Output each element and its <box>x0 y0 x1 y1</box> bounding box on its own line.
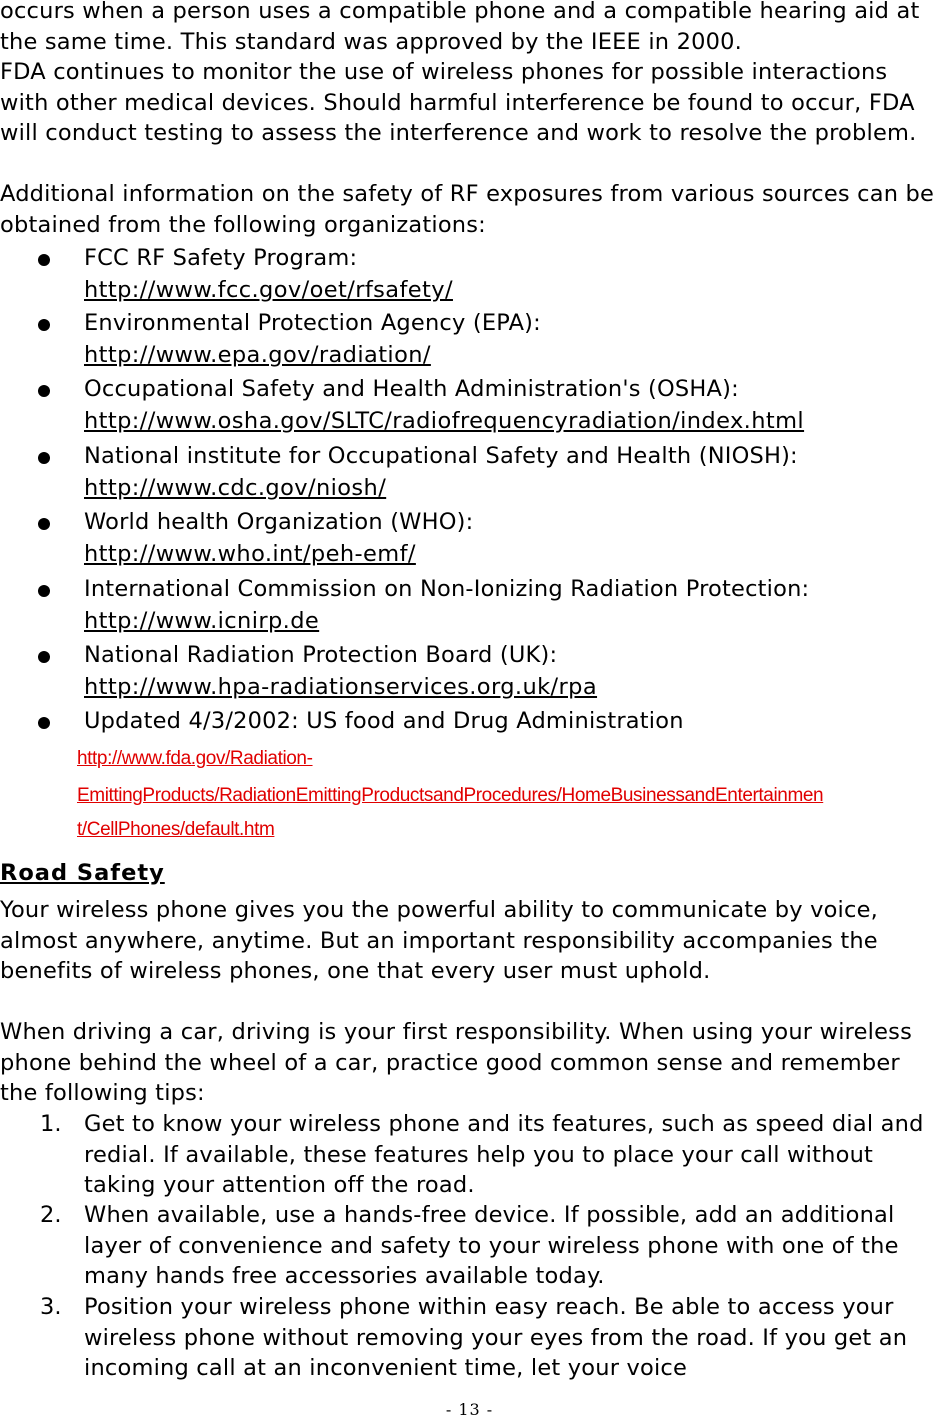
bullet-icon <box>38 585 50 597</box>
road-safety-paragraph-1: Your wireless phone gives you the powerful ability to communicate by voice, almost anywhere, anytime. But an important responsibility accompanies the benefits of wireless phones, one that every user must uphold. <box>0 897 878 984</box>
page-number: - 13 - <box>445 1400 494 1419</box>
fda-link-line-3[interactable]: t/CellPhones/default.htm <box>77 819 275 840</box>
bullet-icon <box>38 651 50 663</box>
bullet-icon <box>38 717 50 729</box>
tip-number: 3. <box>40 1294 62 1320</box>
bullet-icon <box>38 452 50 464</box>
bullet-icon <box>38 385 50 397</box>
intro-paragraph-1: occurs when a person uses a compatible phone and a compatible hearing aid at the same time. This standard was approved by the IEEE in 2000. <box>0 0 920 55</box>
tip-text: Position your wireless phone within easy reach. Be able to access your wireless phone without removing your eyes from the road. If you get an incoming call at an inconvenient time, let your voice <box>84 1294 908 1381</box>
tip-number: 2. <box>40 1202 62 1228</box>
org-link[interactable]: http://www.icnirp.de <box>84 608 320 634</box>
tip-text: Get to know your wireless phone and its features, such as speed dial and redial. If available, these features help you to place your call without taking your attention off the road. <box>84 1111 924 1198</box>
org-link[interactable]: http://www.epa.gov/radiation/ <box>84 342 431 368</box>
bullet-icon <box>38 518 50 530</box>
section-heading-road-safety: Road Safety <box>0 860 165 886</box>
org-link[interactable]: http://www.fcc.gov/oet/rfsafety/ <box>84 277 453 303</box>
org-name: Updated 4/3/2002: US food and Drug Administration <box>84 708 684 734</box>
fda-link-line-1[interactable]: http://www.fda.gov/Radiation- <box>77 748 313 769</box>
org-name: World health Organization (WHO): <box>84 509 474 535</box>
fda-link-line-2[interactable]: EmittingProducts/RadiationEmittingProductsandProcedures/HomeBusinessandEntertainmen <box>77 785 824 806</box>
org-name: National institute for Occupational Safety and Health (NIOSH): <box>84 443 798 469</box>
road-safety-paragraph-2: When driving a car, driving is your first responsibility. When using your wireless phone behind the wheel of a car, practice good common sense and remember the following tips: <box>0 1019 912 1106</box>
org-name: FCC RF Safety Program: <box>84 245 358 271</box>
bullet-icon <box>38 319 50 331</box>
org-link[interactable]: http://www.who.int/peh-emf/ <box>84 541 416 567</box>
tip-number: 1. <box>40 1111 62 1137</box>
intro-paragraph-2: FDA continues to monitor the use of wireless phones for possible interactions with other medical devices. Should harmful interference be found to occur, FDA will conduct testing to assess the interference and work to resolve the problem. <box>0 59 917 146</box>
bullet-icon <box>38 254 50 266</box>
org-name: National Radiation Protection Board (UK): <box>84 642 558 668</box>
org-name: Occupational Safety and Health Administration's (OSHA): <box>84 376 739 402</box>
org-link[interactable]: http://www.cdc.gov/niosh/ <box>84 475 387 501</box>
org-name: Environmental Protection Agency (EPA): <box>84 310 541 336</box>
tip-text: When available, use a hands-free device. If possible, add an additional layer of convenience and safety to your wireless phone with one of the many hands free accessories available today. <box>84 1202 899 1289</box>
org-link[interactable]: http://www.osha.gov/SLTC/radiofrequencyradiation/index.html <box>84 408 805 434</box>
intro-paragraph-3: Additional information on the safety of RF exposures from various sources can be obtained from the following organizations: <box>0 181 935 238</box>
org-link[interactable]: http://www.hpa-radiationservices.org.uk/rpa <box>84 674 598 700</box>
org-name: International Commission on Non-Ionizing Radiation Protection: <box>84 576 810 602</box>
